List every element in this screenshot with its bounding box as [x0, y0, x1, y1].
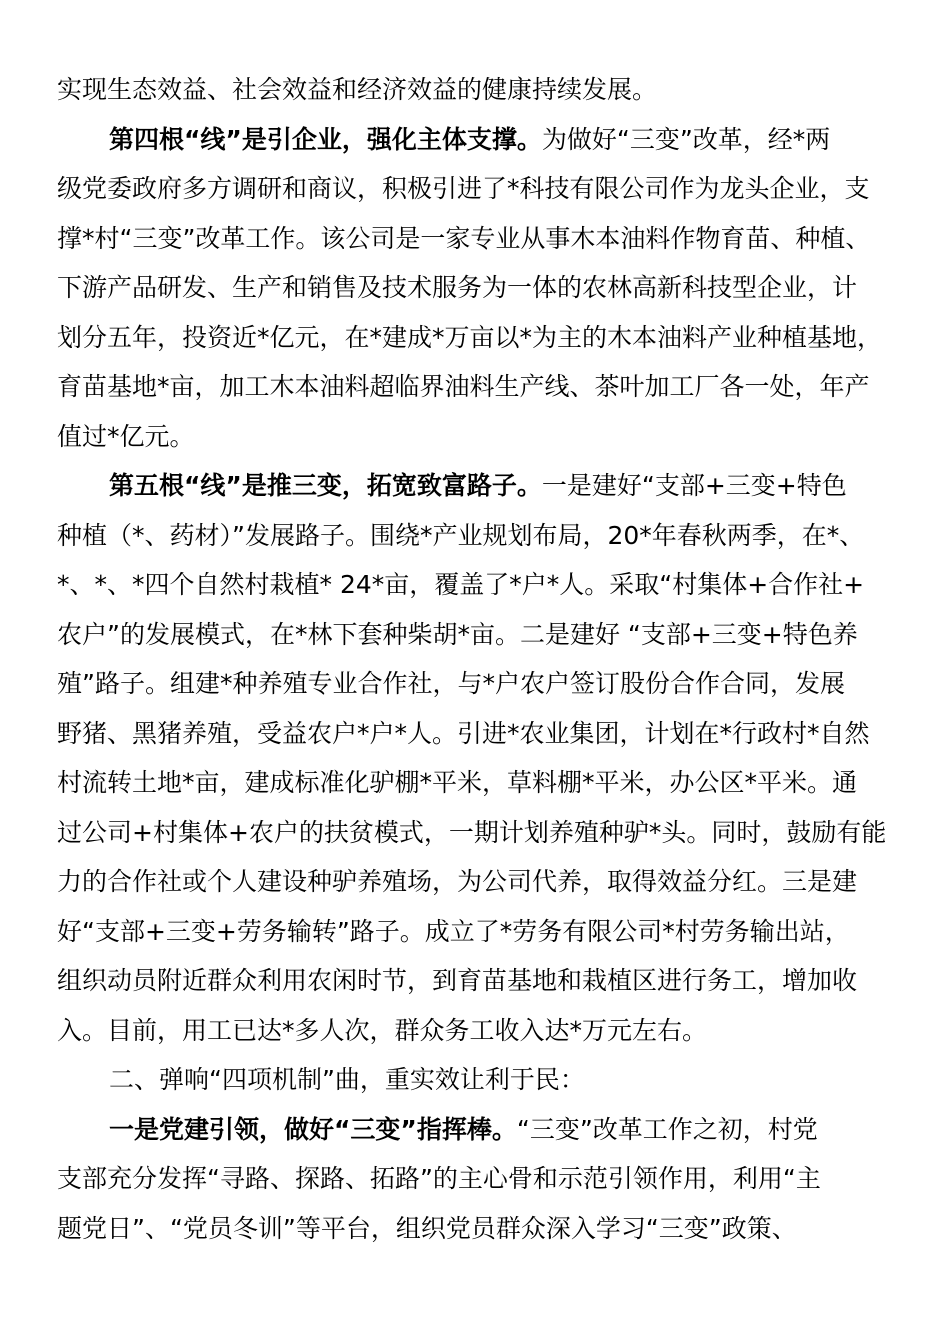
- body-line: 实现生态效益、社会效益和经济效益的健康持续发展。: [57, 75, 658, 104]
- body-text: 一是建好“支部+三变+特色: [541, 471, 847, 500]
- body-line: *、*、*四个自然村栽植* 24*亩，覆盖了*户*人。采取“村集体+合作社+: [57, 570, 865, 599]
- body-line: 力的合作社或个人建设种驴养殖场，为公司代养，取得效益分红。三是建: [57, 867, 858, 896]
- body-line: 支部充分发挥“寻路、探路、拓路”的主心骨和示范引领作用，利用“主: [57, 1164, 821, 1193]
- paragraph-fifth-line-start: [57, 461, 897, 511]
- body-line: 值过*亿元。: [57, 421, 195, 451]
- body-line: 农户”的发展模式，在*林下套种柴胡*亩。二是建好 “支部+三变+特色养: [57, 619, 858, 649]
- paragraph-fourth-line-start: [57, 115, 897, 165]
- body-text: 为做好“三变”改革，经*两: [541, 124, 831, 154]
- body-line: 野猪、黑猪养殖，受益农户*户*人。引进*农业集团，计划在*行政村*自然: [57, 718, 870, 748]
- body-line: 育苗基地*亩，加工木本油料超临界油料生产线、茶叶加工厂各一处，年产: [57, 372, 870, 401]
- section-heading-two: 二、弹响“四项机制”曲，重实效让利于民：: [109, 1065, 585, 1094]
- paragraph-party-building-start: [57, 1105, 897, 1155]
- body-line: 划分五年，投资近*亿元，在*建成*万亩以*为主的木本油料产业种植基地，: [57, 322, 883, 352]
- section-heading-fourth-line: 第四根“线”是引企业，强化主体支撑。: [109, 124, 542, 154]
- document-page: [57, 65, 897, 1253]
- body-line: 过公司+村集体+农户的扶贫模式，一期计划养殖种驴*头。同时，鼓励有能: [57, 817, 887, 847]
- body-line: 殖”路子。组建*种养殖专业合作社，与*户农户签订股份合作合同，发展: [57, 669, 845, 698]
- section-heading-fifth-line: 第五根“线”是推三变，拓宽致富路子。: [109, 471, 542, 500]
- body-line: 好“支部+三变+劳务输转”路子。成立了*劳务有限公司*村劳务输出站，: [57, 916, 850, 946]
- body-line: 级党委政府多方调研和商议，积极引进了*科技有限公司作为龙头企业，支: [57, 174, 870, 203]
- body-line: 种植（*、药材）”发展路子。围绕*产业规划布局，20*年春秋两季，在*、: [57, 520, 865, 550]
- subheading-party-building: 一是党建引领，做好“三变”指挥棒。: [109, 1114, 517, 1144]
- body-line: 撑*村“三变”改革工作。该公司是一家专业从事木本油料作物育苗、种植、: [57, 223, 871, 253]
- body-line: 入。目前，用工已达*多人次，群众务工收入达*万元左右。: [57, 1015, 708, 1045]
- body-line: 村流转土地*亩，建成标准化驴棚*平米，草料棚*平米，办公区*平米。通: [57, 768, 858, 797]
- body-line: 题党日”、“党员冬训”等平台，组织党员群众深入学习“三变”政策、: [57, 1213, 797, 1243]
- body-line: 下游产品研发、生产和销售及技术服务为一体的农林高新科技型企业，计: [57, 273, 858, 302]
- body-line: 组织动员附近群众利用农闲时节，到育苗基地和栽植区进行务工，增加收: [57, 966, 858, 995]
- body-text: “三变”改革工作之初，村党: [516, 1114, 818, 1144]
